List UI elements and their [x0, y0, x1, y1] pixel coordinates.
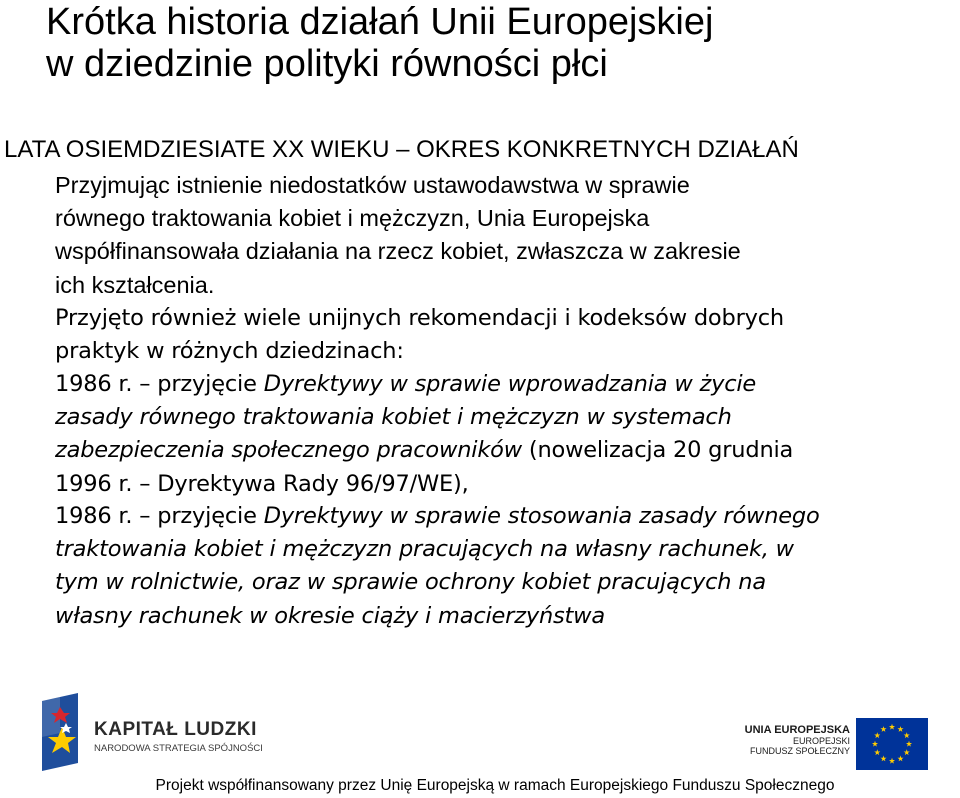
- list-item-line: [55, 434, 960, 467]
- paragraph-1-line: równego traktowania kobiet i mężczyzn, Unia Europejska: [55, 205, 650, 232]
- paragraph-1-line: Przyjmując istnienie niedostatków ustawodawstwa w sprawie: [55, 172, 690, 198]
- paragraph-1-line: ich kształcenia.: [55, 271, 215, 298]
- eu-logo-line-2: EUROPEJSKI: [792, 736, 850, 746]
- kapital-ludzki-logo: [38, 693, 278, 773]
- eu-flag-icon: [856, 718, 928, 770]
- eu-logo-line-3: FUNDUSZ SPOŁECZNY: [749, 746, 850, 756]
- paragraph-2-line: Przyjęto również wiele unijnych rekomendacji i kodeksów dobrych: [55, 305, 784, 331]
- paragraph-1: [55, 169, 960, 302]
- list-item-1986-social-security: [55, 368, 960, 501]
- directive-name: Dyrektywy w sprawie stosowania zasady równego: [263, 503, 820, 529]
- section-heading: LATA OSIEMDZIESIATE XX WIEKU – OKRES KONKRETNYCH DZIAŁAŃ: [4, 136, 799, 163]
- kapital-ludzki-flag-icon: [38, 693, 86, 773]
- directive-name-line: tym w rolnictwie, oraz w sprawie ochrony kobiet pracujących na: [55, 569, 766, 596]
- list-item-line: [55, 368, 960, 401]
- list-item-1986-self-employed: [55, 500, 960, 633]
- footer-cofinancing-note: Projekt współfinansowany przez Unię Europejską w ramach Europejskiego Funduszu Społecznego: [155, 777, 835, 794]
- paragraph-2: [55, 302, 960, 368]
- amendment-note: (nowelizacja 20 grudnia: [521, 437, 794, 464]
- paragraph-2-line: praktyk w różnych dziedzinach:: [55, 338, 404, 365]
- directive-name-line: zasady równego traktowania kobiet i mężczyzn w systemach: [55, 404, 732, 431]
- amendment-note-line: 1996 r. – Dyrektywa Rady 96/97/WE),: [55, 470, 469, 497]
- slide-title: [46, 2, 946, 86]
- kapital-ludzki-name: KAPITAŁ LUDZKI: [94, 719, 257, 740]
- list-item-prefix: 1986 r. – przyjęcie: [55, 503, 264, 529]
- kapital-ludzki-subtitle: NARODOWA STRATEGIA SPÓJNOŚCI: [94, 743, 263, 754]
- directive-name-line: traktowania kobiet i mężczyzn pracujących na własny rachunek, w: [55, 536, 794, 563]
- list-item-prefix: 1986 r. – przyjęcie: [55, 371, 264, 397]
- eu-logo-line-1: UNIA EUROPEJSKA: [744, 724, 850, 736]
- directive-name: zabezpieczenia społecznego pracowników: [55, 437, 522, 464]
- paragraph-1-line: współfinansowała działania na rzecz kobiet, zwłaszcza w zakresie: [55, 238, 741, 265]
- slide-title-line-2: w dziedzinie polityki równości płci: [46, 43, 608, 85]
- list-item-line: [55, 500, 960, 533]
- eu-social-fund-logo: [730, 716, 930, 776]
- eu-social-fund-text: [745, 724, 850, 756]
- directive-name: Dyrektywy w sprawie wprowadzania w życie: [263, 371, 757, 397]
- slide-title-line-1: Krótka historia działań Unii Europejskiej: [46, 1, 714, 43]
- directive-name-line: własny rachunek w okresie ciąży i macierzyństwa: [55, 602, 605, 629]
